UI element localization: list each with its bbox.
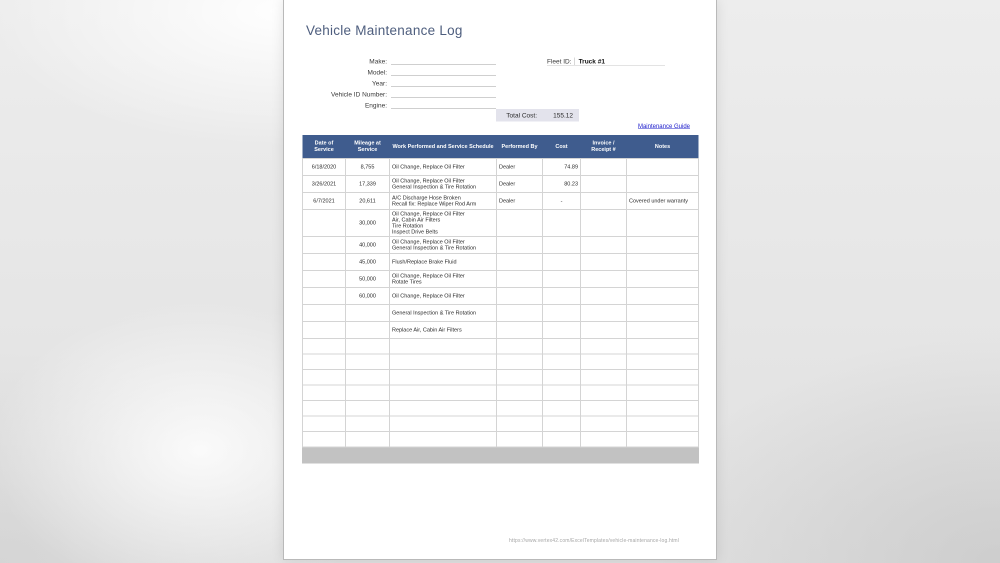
work-performed-cell[interactable]: Oil Change, Replace Oil Filter General Inspection & Tire Rotation — [390, 176, 497, 193]
invoice-cell[interactable] — [581, 416, 627, 432]
performed-by-cell[interactable] — [497, 370, 543, 386]
fleet-id-block — [547, 54, 665, 66]
cost-cell[interactable] — [543, 339, 581, 355]
cost-cell[interactable] — [543, 432, 581, 448]
performed-by-cell[interactable] — [497, 305, 543, 322]
notes-cell[interactable] — [627, 416, 699, 432]
performed-by-cell[interactable] — [497, 271, 543, 288]
work-performed-cell[interactable] — [390, 385, 497, 401]
notes-cell[interactable] — [627, 271, 699, 288]
work-performed-cell[interactable] — [390, 432, 497, 448]
table-row — [303, 271, 699, 288]
mileage-cell[interactable] — [346, 339, 390, 355]
invoice-cell[interactable] — [581, 322, 627, 339]
invoice-cell[interactable] — [581, 237, 627, 254]
mileage-cell[interactable]: 60,000 — [346, 288, 390, 305]
cost-cell[interactable] — [543, 322, 581, 339]
notes-cell[interactable] — [627, 210, 699, 237]
date-cell[interactable]: 3/26/2021 — [303, 176, 346, 193]
performed-by-cell[interactable] — [497, 339, 543, 355]
mileage-cell[interactable]: 8,755 — [346, 159, 390, 176]
total-cost-block — [496, 109, 579, 122]
performed-by-cell[interactable]: Dealer — [497, 159, 543, 176]
document-page — [283, 0, 717, 560]
column-header-notes: Notes — [627, 135, 699, 159]
invoice-cell[interactable] — [581, 193, 627, 210]
invoice-cell[interactable] — [581, 288, 627, 305]
work-performed-cell[interactable]: Oil Change, Replace Oil Filter General Inspection & Tire Rotation — [390, 237, 497, 254]
cost-cell[interactable] — [543, 288, 581, 305]
table-row — [303, 401, 699, 417]
total-cost-value: 155.12 — [553, 111, 573, 119]
invoice-cell[interactable] — [581, 370, 627, 386]
log-table-body — [303, 159, 699, 464]
mileage-cell[interactable]: 20,611 — [346, 193, 390, 210]
cost-cell[interactable] — [543, 354, 581, 370]
performed-by-cell[interactable] — [497, 401, 543, 417]
table-row — [303, 159, 699, 176]
invoice-cell[interactable] — [581, 176, 627, 193]
mileage-cell[interactable] — [346, 370, 390, 386]
date-cell[interactable] — [303, 210, 346, 237]
invoice-cell[interactable] — [581, 305, 627, 322]
cost-cell[interactable] — [543, 305, 581, 322]
date-cell[interactable]: 6/18/2020 — [303, 159, 346, 176]
vehicle-id-label: Vehicle ID Number: — [331, 90, 387, 98]
performed-by-cell[interactable] — [497, 385, 543, 401]
work-performed-cell[interactable] — [390, 416, 497, 432]
source-url-link[interactable]: https://www.vertex42.com/ExcelTemplates/vehicle-maintenance-log.html — [509, 538, 679, 544]
notes-cell[interactable] — [627, 339, 699, 355]
notes-cell[interactable]: Covered under warranty — [627, 193, 699, 210]
field-row-make — [284, 54, 496, 65]
notes-cell[interactable] — [627, 354, 699, 370]
table-row — [303, 416, 699, 432]
table-row — [303, 322, 699, 339]
work-performed-cell[interactable] — [390, 401, 497, 417]
performed-by-cell[interactable] — [497, 322, 543, 339]
date-cell[interactable] — [303, 288, 346, 305]
table-row — [303, 176, 699, 193]
date-cell[interactable] — [303, 305, 346, 322]
date-cell[interactable] — [303, 385, 346, 401]
table-row — [303, 193, 699, 210]
performed-by-cell[interactable]: Dealer — [497, 176, 543, 193]
make-label: Make: — [369, 57, 387, 65]
date-cell[interactable] — [303, 254, 346, 271]
mileage-cell[interactable] — [346, 385, 390, 401]
work-performed-cell[interactable] — [390, 339, 497, 355]
invoice-cell[interactable] — [581, 271, 627, 288]
table-footer-bar — [303, 447, 699, 463]
table-row — [303, 339, 699, 355]
invoice-cell[interactable] — [581, 432, 627, 448]
vehicle-id-field[interactable] — [391, 87, 496, 98]
field-row-engine — [284, 98, 496, 109]
cost-cell[interactable]: - — [543, 193, 581, 210]
mileage-cell[interactable] — [346, 322, 390, 339]
performed-by-cell[interactable] — [497, 210, 543, 237]
date-cell[interactable]: 6/7/2021 — [303, 193, 346, 210]
notes-cell[interactable] — [627, 322, 699, 339]
total-cost-label: Total Cost: — [506, 111, 537, 119]
mileage-cell[interactable]: 50,000 — [346, 271, 390, 288]
performed-by-cell[interactable] — [497, 288, 543, 305]
table-row — [303, 370, 699, 386]
work-performed-cell[interactable]: Replace Air, Cabin Air Filters — [390, 322, 497, 339]
date-cell[interactable] — [303, 401, 346, 417]
cost-cell[interactable] — [543, 370, 581, 386]
fleet-id-value[interactable]: Truck #1 — [574, 58, 605, 66]
make-field[interactable] — [391, 54, 496, 65]
invoice-cell[interactable] — [581, 210, 627, 237]
work-performed-cell[interactable] — [390, 354, 497, 370]
field-row-year — [284, 76, 496, 87]
invoice-cell[interactable] — [581, 339, 627, 355]
table-row — [303, 237, 699, 254]
mileage-cell[interactable] — [346, 432, 390, 448]
invoice-cell[interactable] — [581, 354, 627, 370]
mileage-cell[interactable] — [346, 401, 390, 417]
table-footer-bar-cell — [303, 447, 699, 463]
date-cell[interactable] — [303, 322, 346, 339]
work-performed-cell[interactable]: A/C Discharge Hose Broken Recall fix: Replace Wiper Rod Arm — [390, 193, 497, 210]
table-row — [303, 288, 699, 305]
mileage-cell[interactable] — [346, 305, 390, 322]
table-row — [303, 385, 699, 401]
cost-cell[interactable] — [543, 385, 581, 401]
cost-cell[interactable] — [543, 271, 581, 288]
table-header-row — [303, 135, 699, 159]
invoice-cell[interactable] — [581, 254, 627, 271]
year-field[interactable] — [391, 76, 496, 87]
table-row — [303, 210, 699, 237]
column-header-invoice: Invoice / Receipt # — [581, 135, 627, 159]
engine-label: Engine: — [364, 101, 387, 109]
cost-cell[interactable] — [543, 401, 581, 417]
notes-cell[interactable] — [627, 432, 699, 448]
notes-cell[interactable] — [627, 159, 699, 176]
column-header-cost: Cost — [543, 135, 581, 159]
model-label: Model: — [367, 68, 387, 76]
notes-cell[interactable] — [627, 288, 699, 305]
page-title: Vehicle Maintenance Log — [306, 23, 463, 38]
mileage-cell[interactable]: 30,000 — [346, 210, 390, 237]
cost-cell[interactable] — [543, 254, 581, 271]
invoice-cell[interactable] — [581, 385, 627, 401]
performed-by-cell[interactable] — [497, 354, 543, 370]
notes-cell[interactable] — [627, 401, 699, 417]
date-cell[interactable] — [303, 237, 346, 254]
mileage-cell[interactable] — [346, 354, 390, 370]
maintenance-guide-link[interactable]: Maintenance Guide — [637, 122, 690, 130]
year-label: Year: — [372, 79, 387, 87]
notes-cell[interactable] — [627, 237, 699, 254]
table-row — [303, 305, 699, 322]
table-row — [303, 254, 699, 271]
performed-by-cell[interactable]: Dealer — [497, 193, 543, 210]
work-performed-cell[interactable]: Oil Change, Replace Oil Filter Air, Cabin Air Filters Tire Rotation Inspect Drive Belts — [390, 210, 497, 237]
cost-cell[interactable] — [543, 237, 581, 254]
performed-by-cell[interactable] — [497, 432, 543, 448]
work-performed-cell[interactable]: Oil Change, Replace Oil Filter — [390, 288, 497, 305]
model-field[interactable] — [391, 65, 496, 76]
column-header-work: Work Performed and Service Schedule — [390, 135, 497, 159]
table-row — [303, 432, 699, 448]
work-performed-cell[interactable] — [390, 370, 497, 386]
performed-by-cell[interactable] — [497, 237, 543, 254]
notes-cell[interactable] — [627, 305, 699, 322]
date-cell[interactable] — [303, 339, 346, 355]
date-cell[interactable] — [303, 370, 346, 386]
notes-cell[interactable] — [627, 385, 699, 401]
date-cell[interactable] — [303, 416, 346, 432]
cost-cell[interactable]: 80.23 — [543, 176, 581, 193]
work-performed-cell[interactable]: Oil Change, Replace Oil Filter — [390, 159, 497, 176]
cost-cell[interactable] — [543, 210, 581, 237]
field-row-model — [284, 65, 496, 76]
column-header-date: Date of Service — [303, 135, 346, 159]
date-cell[interactable] — [303, 354, 346, 370]
column-header-mileage: Mileage at Service — [346, 135, 390, 159]
work-performed-cell[interactable]: Oil Change, Replace Oil Filter Rotate Tires — [390, 271, 497, 288]
performed-by-cell[interactable] — [497, 416, 543, 432]
date-cell[interactable] — [303, 271, 346, 288]
fleet-id-label: Fleet ID: — [547, 57, 572, 65]
invoice-cell[interactable] — [581, 159, 627, 176]
work-performed-cell[interactable]: Flush/Replace Brake Fluid — [390, 254, 497, 271]
vehicle-info-form — [284, 54, 496, 109]
engine-field[interactable] — [391, 98, 496, 109]
field-row-vehicle-id — [284, 87, 496, 98]
column-header-performed-by: Performed By — [497, 135, 543, 159]
mileage-cell[interactable] — [346, 416, 390, 432]
invoice-cell[interactable] — [581, 401, 627, 417]
mileage-cell[interactable]: 40,000 — [346, 237, 390, 254]
notes-cell[interactable] — [627, 370, 699, 386]
notes-cell[interactable] — [627, 176, 699, 193]
cost-cell[interactable]: 74.89 — [543, 159, 581, 176]
maintenance-log-table — [302, 135, 699, 464]
table-row — [303, 354, 699, 370]
mileage-cell[interactable]: 45,000 — [346, 254, 390, 271]
work-performed-cell[interactable]: General Inspection & Tire Rotation — [390, 305, 497, 322]
cost-cell[interactable] — [543, 416, 581, 432]
performed-by-cell[interactable] — [497, 254, 543, 271]
mileage-cell[interactable]: 17,339 — [346, 176, 390, 193]
notes-cell[interactable] — [627, 254, 699, 271]
date-cell[interactable] — [303, 432, 346, 448]
